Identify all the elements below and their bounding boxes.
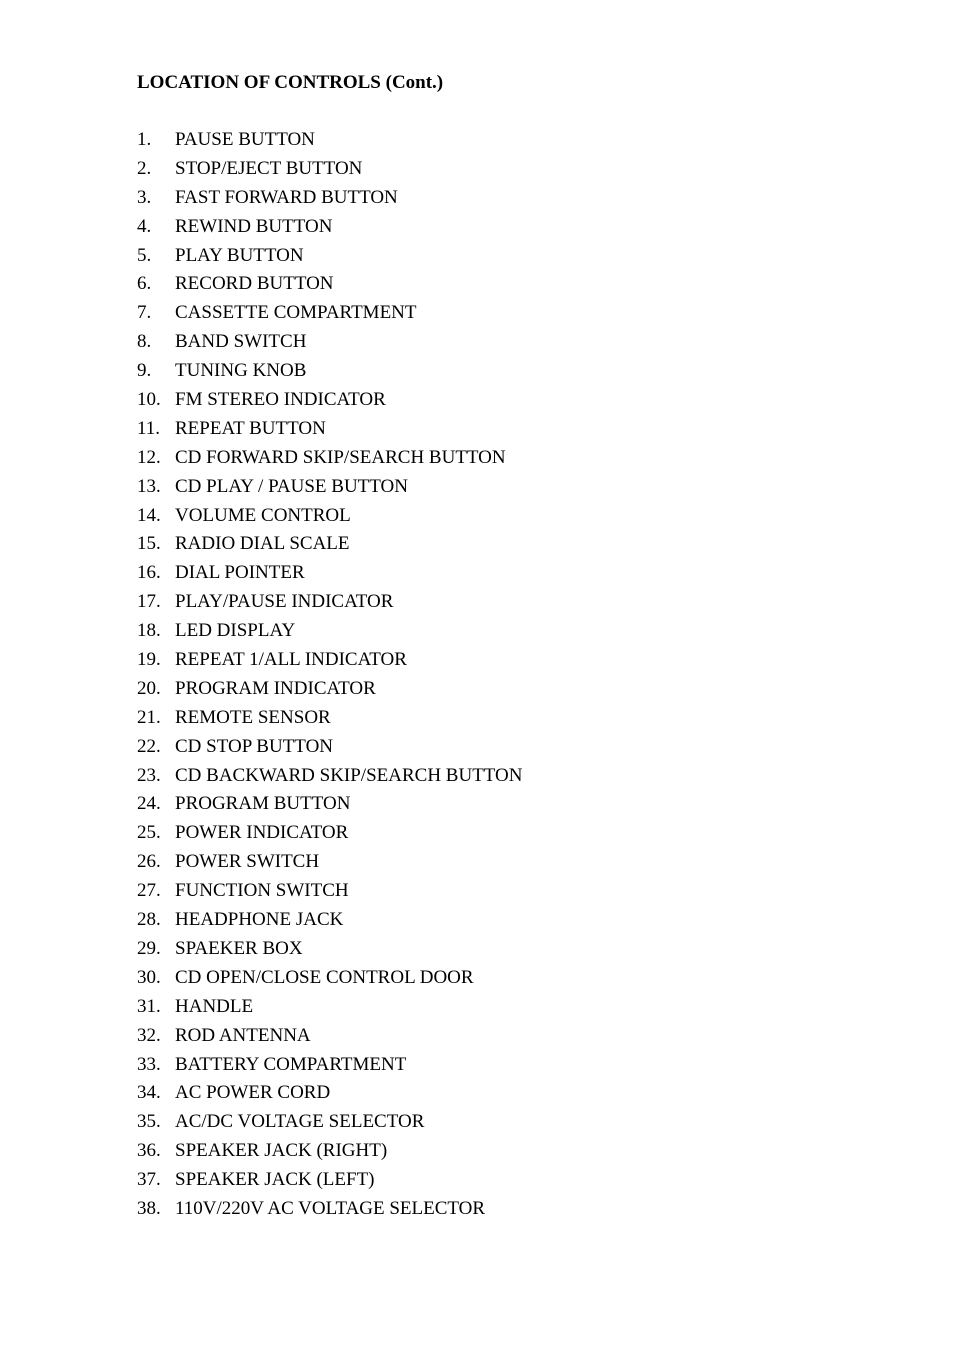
- item-label: REPEAT BUTTON: [175, 417, 326, 439]
- list-item: [137, 1080, 523, 1109]
- item-label: PLAY BUTTON: [175, 244, 304, 266]
- list-item: [137, 965, 523, 994]
- list-item: [137, 503, 523, 532]
- item-label: RADIO DIAL SCALE: [175, 533, 350, 555]
- item-number: 9.: [137, 360, 152, 382]
- list-item: [137, 387, 523, 416]
- item-label: VOLUME CONTROL: [175, 504, 351, 526]
- item-label: CASSETTE COMPARTMENT: [175, 302, 417, 324]
- item-label: PLAY/PAUSE INDICATOR: [175, 591, 394, 613]
- list-item: [137, 994, 523, 1023]
- item-label: TUNING KNOB: [175, 360, 307, 382]
- item-number: 27.: [137, 880, 161, 902]
- item-label: HEADPHONE JACK: [175, 909, 344, 931]
- list-item: [137, 647, 523, 676]
- item-number: 23.: [137, 764, 161, 786]
- item-label: CD BACKWARD SKIP/SEARCH BUTTON: [175, 764, 523, 786]
- item-number: 10.: [137, 389, 161, 411]
- item-number: 34.: [137, 1082, 161, 1104]
- list-item: [137, 589, 523, 618]
- item-number: 3.: [137, 186, 152, 208]
- item-number: 30.: [137, 966, 161, 988]
- item-number: 5.: [137, 244, 152, 266]
- list-item: [137, 1167, 523, 1196]
- item-number: 17.: [137, 591, 161, 613]
- item-label: ROD ANTENNA: [175, 1024, 311, 1046]
- list-item: [137, 1023, 523, 1052]
- list-item: [137, 214, 523, 243]
- list-item: [137, 1196, 523, 1225]
- item-label: CD PLAY / PAUSE BUTTON: [175, 475, 408, 497]
- list-item: [137, 791, 523, 820]
- item-label: REWIND BUTTON: [175, 215, 333, 237]
- item-label: FUNCTION SWITCH: [175, 880, 349, 902]
- document-page: [137, 70, 897, 1219]
- item-number: 13.: [137, 475, 161, 497]
- item-number: 18.: [137, 620, 161, 642]
- list-item: [137, 1138, 523, 1167]
- item-label: PAUSE BUTTON: [175, 129, 315, 150]
- item-number: 7.: [137, 302, 152, 324]
- list-item: [137, 474, 523, 503]
- item-label: STOP/EJECT BUTTON: [175, 157, 363, 179]
- item-label: FAST FORWARD BUTTON: [175, 186, 398, 208]
- item-number: 15.: [137, 533, 161, 555]
- item-number: 1.: [137, 129, 152, 150]
- item-number: 8.: [137, 331, 152, 353]
- item-number: 25.: [137, 822, 161, 844]
- list-item: [137, 849, 523, 878]
- controls-list: [137, 127, 523, 1225]
- item-label: 110V/220V AC VOLTAGE SELECTOR: [175, 1197, 486, 1219]
- item-number: 4.: [137, 215, 152, 237]
- item-number: 37.: [137, 1169, 161, 1191]
- list-item: [137, 1109, 523, 1138]
- item-label: FM STEREO INDICATOR: [175, 389, 386, 411]
- list-item: [137, 1052, 523, 1081]
- list-item: [137, 734, 523, 763]
- item-number: 36.: [137, 1140, 161, 1162]
- item-label: SPAEKER BOX: [175, 937, 303, 959]
- list-item: [137, 329, 523, 358]
- item-number: 28.: [137, 909, 161, 931]
- item-label: BAND SWITCH: [175, 331, 307, 353]
- item-label: CD FORWARD SKIP/SEARCH BUTTON: [175, 446, 506, 468]
- list-item: [137, 878, 523, 907]
- item-label: AC/DC VOLTAGE SELECTOR: [175, 1111, 425, 1133]
- list-item: [137, 705, 523, 734]
- item-number: 29.: [137, 937, 161, 959]
- item-label: RECORD BUTTON: [175, 273, 334, 295]
- item-number: 22.: [137, 735, 161, 757]
- list-item: [137, 300, 523, 329]
- item-number: 11.: [137, 417, 161, 439]
- item-number: 24.: [137, 793, 161, 815]
- list-item: [137, 156, 523, 185]
- item-label: BATTERY COMPARTMENT: [175, 1053, 407, 1075]
- item-number: 33.: [137, 1053, 161, 1075]
- item-label: PROGRAM BUTTON: [175, 793, 351, 815]
- list-item: [137, 763, 523, 792]
- list-item: [137, 358, 523, 387]
- page-title: LOCATION OF CONTROLS (Cont.): [137, 72, 444, 93]
- item-label: CD OPEN/CLOSE CONTROL DOOR: [175, 966, 474, 988]
- item-number: 32.: [137, 1024, 161, 1046]
- list-item: [137, 676, 523, 705]
- item-label: PROGRAM INDICATOR: [175, 677, 376, 699]
- item-number: 14.: [137, 504, 161, 526]
- item-label: SPEAKER JACK (RIGHT): [175, 1140, 388, 1162]
- item-label: SPEAKER JACK (LEFT): [175, 1169, 375, 1191]
- list-item: [137, 907, 523, 936]
- list-item: [137, 416, 523, 445]
- item-label: LED DISPLAY: [175, 620, 296, 642]
- item-number: 16.: [137, 562, 161, 584]
- item-label: REMOTE SENSOR: [175, 706, 331, 728]
- item-number: 35.: [137, 1111, 161, 1133]
- item-label: REPEAT 1/ALL INDICATOR: [175, 649, 407, 671]
- list-item: [137, 185, 523, 214]
- list-item: [137, 820, 523, 849]
- item-number: 19.: [137, 649, 161, 671]
- item-number: 38.: [137, 1197, 161, 1219]
- item-label: POWER INDICATOR: [175, 822, 349, 844]
- list-item: [137, 271, 523, 300]
- item-number: 21.: [137, 706, 161, 728]
- item-number: 2.: [137, 157, 152, 179]
- list-item: [137, 243, 523, 272]
- list-item: [137, 127, 523, 156]
- item-label: DIAL POINTER: [175, 562, 305, 584]
- item-number: 31.: [137, 995, 161, 1017]
- item-label: AC POWER CORD: [175, 1082, 331, 1104]
- item-label: POWER SWITCH: [175, 851, 320, 873]
- item-number: 26.: [137, 851, 161, 873]
- item-label: HANDLE: [175, 995, 254, 1017]
- item-number: 20.: [137, 677, 161, 699]
- list-item: [137, 445, 523, 474]
- list-item: [137, 560, 523, 589]
- list-item: [137, 531, 523, 560]
- list-item: [137, 618, 523, 647]
- item-label: CD STOP BUTTON: [175, 735, 334, 757]
- item-number: 12.: [137, 446, 161, 468]
- item-number: 6.: [137, 273, 152, 295]
- list-item: [137, 936, 523, 965]
